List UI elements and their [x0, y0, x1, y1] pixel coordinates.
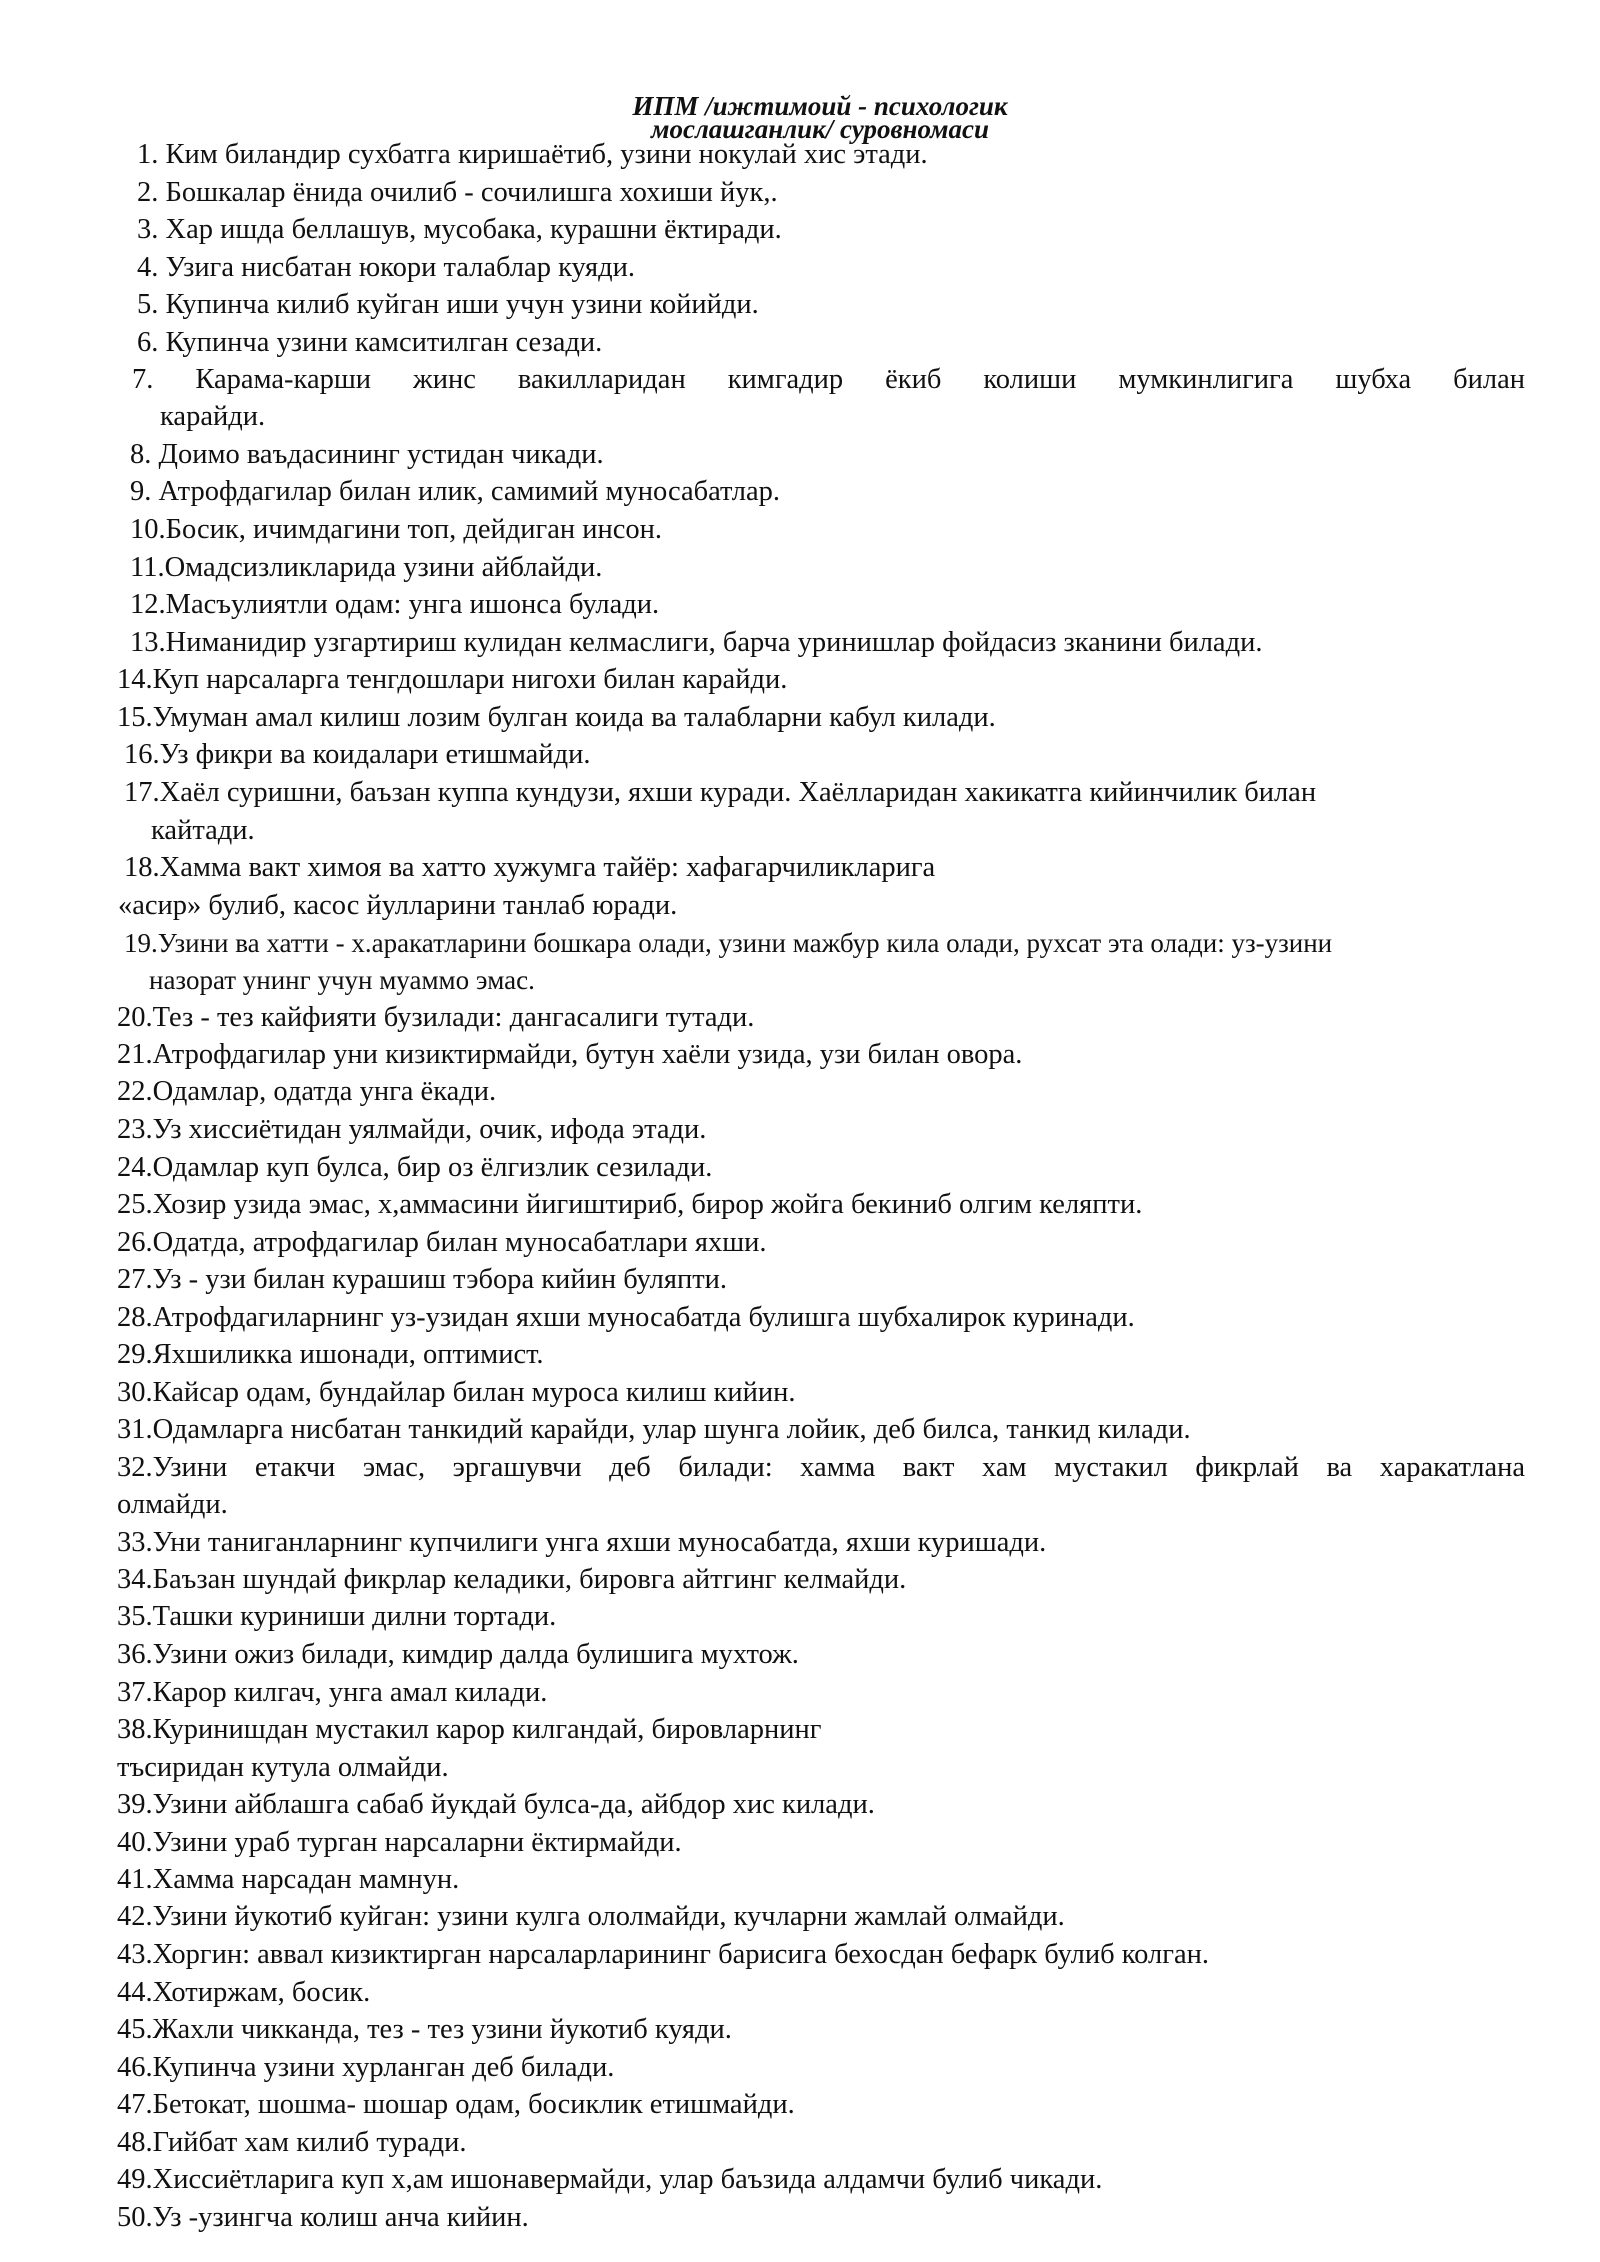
question-item-5: 5. Купинча килиб куйган иши учун узини койийди.	[137, 289, 759, 320]
question-item-42: 42.Узини йукотиб куйган: узини кулга ололмайди, кучларни жамлай олмайди.	[117, 1901, 1065, 1932]
question-item-49: 49.Хиссиётларига куп х,ам ишонавермайди, улар баъзида алдамчи булиб чикади.	[117, 2164, 1103, 2195]
question-item-15: 15.Умуман амал килиш лозим булган коида ва талабларни кабул килади.	[117, 702, 996, 733]
question-item-17: 17.Хаёл суришни, баъзан куппа кундузи, яхши куради. Хаёлларидан хакикатга кийинчилик билан	[124, 777, 1317, 808]
question-item-43: 43.Хоргин: аввал кизиктирган нарсаларларининг барисига бехосдан бефарк булиб колган.	[117, 1939, 1209, 1970]
question-item-26: 26.Одатда, атрофдагилар билан муносабатлари яхши.	[117, 1227, 767, 1258]
question-item-28: 28.Атрофдагиларнинг уз-узидан яхши муносабатда булишга шубхалирок куринади.	[117, 1302, 1135, 1333]
document-title-line-2: мослашганлик/ суровномаси	[650, 114, 990, 144]
question-item-17-continuation: кайтади.	[151, 815, 255, 846]
question-item-20: 20.Тез - тез кайфияти бузилади: дангасалиги тутади.	[117, 1002, 755, 1033]
question-item-8: 8. Доимо ваъдасининг устидан чикади.	[130, 439, 604, 470]
question-item-18-continuation: «асир» булиб, касос йулларини танлаб юради.	[118, 890, 678, 921]
question-item-47: 47.Бетокат, шошма- шошар одам, босиклик етишмайди.	[117, 2089, 795, 2120]
question-item-48: 48.Гийбат хам килиб туради.	[117, 2127, 467, 2158]
question-item-13: 13.Ниманидир узгартириш кулидан келмаслиги, барча уринишлар фойдасиз зканини билади.	[130, 627, 1263, 658]
question-item-35: 35.Ташки куриниши дилни тортади.	[117, 1601, 557, 1632]
question-item-44: 44.Хотиржам, босик.	[117, 1977, 371, 2008]
question-item-31: 31.Одамларга нисбатан танкидий карайди, улар шунга лойик, деб билса, танкид килади.	[117, 1414, 1191, 1445]
question-item-1: 1. Ким биландир сухбатга киришаётиб, узини нокулай хис этади.	[137, 139, 928, 170]
question-item-34: 34.Баъзан шундай фикрлар келадики, бировга айтгинг келмайди.	[117, 1564, 907, 1595]
question-item-38: 38.Куринишдан мустакил карор килгандай, бировларнинг	[117, 1714, 822, 1745]
question-item-14: 14.Куп нарсаларга тенгдошлари нигохи билан карайди.	[117, 664, 788, 695]
question-item-4: 4. Узига нисбатан юкори талаблар куяди.	[137, 252, 636, 283]
question-item-10: 10.Босик, ичимдагини топ, дейдиган инсон.	[130, 514, 663, 545]
question-item-27: 27.Уз - узи билан курашиш тэбора кийин буляпти.	[117, 1264, 728, 1295]
question-item-9: 9. Атрофдагилар билан илик, самимий муносабатлар.	[130, 476, 781, 507]
question-item-36: 36.Узини ожиз билади, кимдир далда булишига мухтож.	[117, 1639, 799, 1670]
question-item-41: 41.Хамма нарсадан мамнун.	[117, 1864, 460, 1895]
question-item-38-continuation: тъсиридан кутула олмайди.	[117, 1752, 449, 1783]
document-title-line-1: ИПМ /ижтимоий - психологик	[632, 91, 1008, 121]
question-item-21: 21.Атрофдагилар уни кизиктирмайди, бутун хаёли узида, узи билан овора.	[117, 1039, 1023, 1070]
question-item-19-continuation: назорат унинг учун муаммо эмас.	[149, 965, 535, 995]
question-item-33: 33.Уни таниганларнинг купчилиги унга яхши муносабатда, яхши куришади.	[117, 1527, 1047, 1558]
question-item-6: 6. Купинча узини камситилган сезади.	[137, 327, 603, 358]
question-item-32-continuation: олмайди.	[117, 1489, 228, 1520]
question-item-12: 12.Масъулиятли одам: унга ишонса булади.	[130, 589, 660, 620]
question-item-30: 30.Кайсар одам, бундайлар билан муроса килиш кийин.	[117, 1377, 796, 1408]
question-item-25: 25.Хозир узида эмас, х,аммасини йигиштириб, бирор жойга бекиниб олгим келяпти.	[117, 1189, 1143, 1220]
question-item-2: 2. Бошкалар ёнида очилиб - сочилишга хохиши йук,.	[137, 177, 778, 208]
question-item-22: 22.Одамлар, одатда унга ёкади.	[117, 1076, 497, 1107]
question-item-18: 18.Хамма вакт химоя ва хатто хужумга тайёр: хафагарчиликларига	[124, 852, 936, 883]
question-item-37: 37.Карор килгач, унга амал килади.	[117, 1677, 548, 1708]
question-item-23: 23.Уз хиссиётидан уялмайди, очик, ифода этади.	[117, 1114, 707, 1145]
question-item-24: 24.Одамлар куп булса, бир оз ёлгизлик сезилади.	[117, 1152, 713, 1183]
question-item-46: 46.Купинча узини хурланган деб билади.	[117, 2052, 615, 2083]
question-item-7: 7. Карама-карши жинс вакилларидан кимгадир ёкиб колиши мумкинлигига шубха билан	[132, 364, 1525, 395]
question-item-45: 45.Жахли чикканда, тез - тез узини йукотиб куяди.	[117, 2014, 732, 2045]
question-item-39: 39.Узини айблашга сабаб йукдай булса-да, айбдор хис килади.	[117, 1789, 875, 1820]
question-item-19: 19.Узини ва хатти - х.аракатларини бошкара олади, узини мажбур кила олади, рухсат эта олади: уз-узини	[124, 928, 1333, 958]
question-item-50: 50.Уз -узингча колиш анча кийин.	[117, 2202, 529, 2233]
question-item-7-continuation: карайди.	[160, 401, 266, 432]
question-item-3: 3. Хар ишда беллашув, мусобака, курашни ёктиради.	[137, 214, 782, 245]
question-item-16: 16.Уз фикри ва коидалари етишмайди.	[124, 739, 591, 770]
question-item-40: 40.Узини ураб турган нарсаларни ёктирмайди.	[117, 1827, 682, 1858]
question-item-11: 11.Омадсизликларида узини айблайди.	[130, 552, 603, 583]
question-item-32: 32.Узини етакчи эмас, эргашувчи деб билади: хамма вакт хам мустакил фикрлай ва харакатлана	[117, 1452, 1525, 1483]
question-item-29: 29.Яхшиликка ишонади, оптимист.	[117, 1339, 544, 1370]
